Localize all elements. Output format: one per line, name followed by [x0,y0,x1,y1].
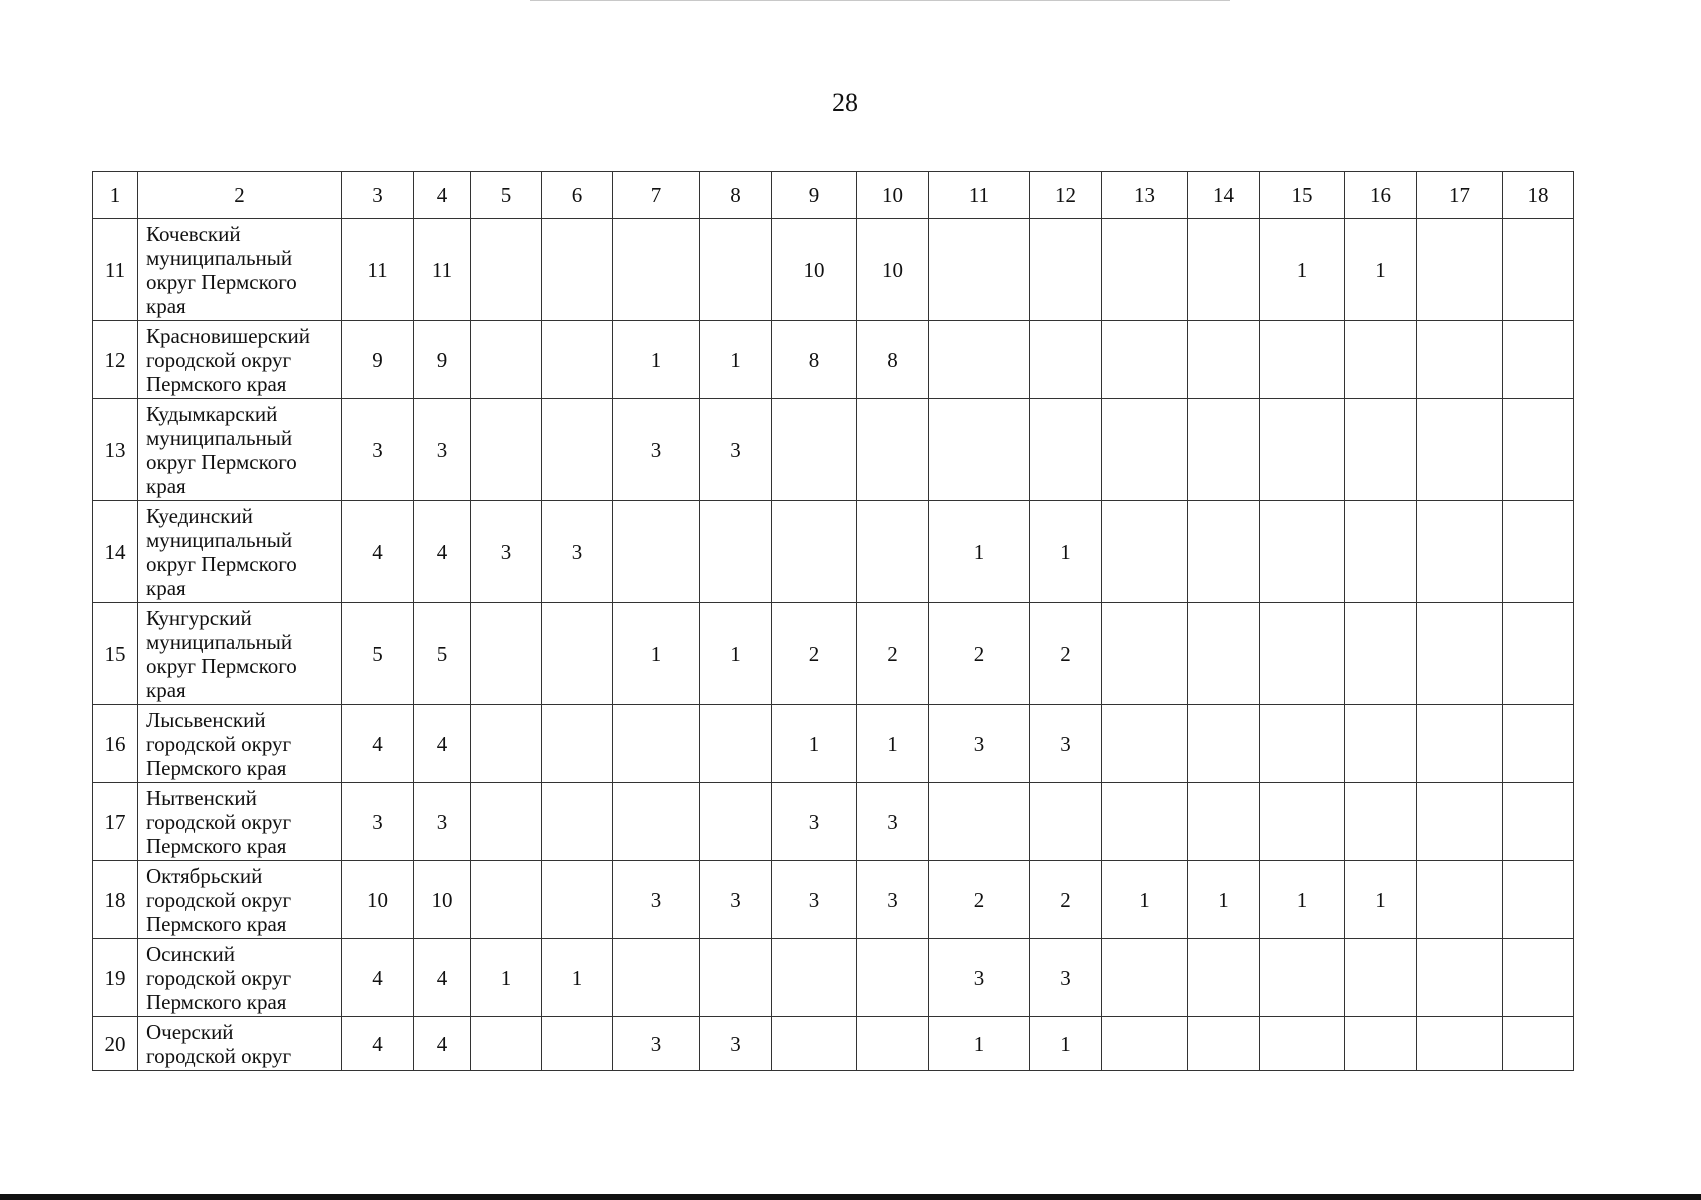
value-cell [1260,501,1345,603]
value-cell [1260,399,1345,501]
value-cell: 3 [414,399,471,501]
value-cell [1417,399,1503,501]
table-row [93,861,1574,939]
value-cell [1188,501,1260,603]
value-cell [613,705,700,783]
value-cell [1345,783,1417,861]
value-cell: 3 [929,939,1030,1017]
value-cell [471,783,542,861]
value-cell [542,219,613,321]
value-cell: 8 [857,321,929,399]
value-cell: 1 [700,321,772,399]
value-cell: 10 [857,219,929,321]
value-cell: 3 [772,783,857,861]
value-cell: 4 [414,705,471,783]
value-cell [542,603,613,705]
value-cell [1260,1017,1345,1071]
value-cell [1345,399,1417,501]
value-cell [1260,783,1345,861]
table-row [93,783,1574,861]
value-cell: 4 [414,939,471,1017]
column-header: 15 [1260,172,1345,219]
municipality-name-cell [138,399,342,501]
value-cell [1417,861,1503,939]
value-cell: 3 [857,861,929,939]
column-header: 1 [93,172,138,219]
column-header: 5 [471,172,542,219]
value-cell [1503,219,1574,321]
municipality-name-line: Красновишерский [146,323,311,348]
value-cell: 1 [1030,501,1102,603]
value-cell: 1 [929,501,1030,603]
column-header: 7 [613,172,700,219]
data-table [92,171,1574,1071]
value-cell [1417,939,1503,1017]
column-header: 12 [1030,172,1102,219]
value-cell: 1 [772,705,857,783]
value-cell [1503,321,1574,399]
row-number-cell: 17 [93,783,138,861]
value-cell: 8 [772,321,857,399]
value-cell: 3 [772,861,857,939]
value-cell [1030,783,1102,861]
value-cell [1188,219,1260,321]
row-number-cell: 20 [93,1017,138,1071]
value-cell [1503,705,1574,783]
table-row [93,705,1574,783]
value-cell: 4 [342,501,414,603]
value-cell [1503,1017,1574,1071]
value-cell [1102,321,1188,399]
municipality-name-cell [138,861,342,939]
value-cell: 3 [613,1017,700,1071]
municipality-name-line: муниципальный [146,629,293,654]
table-row [93,219,1574,321]
municipality-name-line: Кунгурский [146,605,252,630]
municipality-name-line: Пермского края [146,755,287,780]
column-header: 9 [772,172,857,219]
header-row [93,172,1574,219]
value-cell: 3 [414,783,471,861]
column-header: 11 [929,172,1030,219]
value-cell: 2 [772,603,857,705]
municipality-name-line: городской округ [146,965,292,990]
column-header: 2 [138,172,342,219]
row-number-cell: 14 [93,501,138,603]
value-cell: 1 [1188,861,1260,939]
value-cell [1260,939,1345,1017]
value-cell [1188,1017,1260,1071]
value-cell: 1 [700,603,772,705]
value-cell: 1 [1260,861,1345,939]
value-cell: 1 [471,939,542,1017]
municipality-name-line: Пермского края [146,989,287,1014]
column-header: 3 [342,172,414,219]
value-cell [613,939,700,1017]
value-cell: 1 [929,1017,1030,1071]
value-cell: 3 [700,1017,772,1071]
municipality-name-line: Кудымкарский [146,401,278,426]
municipality-name-line: городской округ [146,1043,292,1068]
table-row [93,501,1574,603]
value-cell: 11 [414,219,471,321]
value-cell [1102,219,1188,321]
value-cell: 2 [929,861,1030,939]
value-cell [613,501,700,603]
value-cell [542,399,613,501]
row-number-cell: 12 [93,321,138,399]
value-cell: 4 [342,705,414,783]
municipality-name-line: Пермского края [146,833,287,858]
value-cell [1417,603,1503,705]
value-cell: 10 [772,219,857,321]
value-cell [542,1017,613,1071]
table-row [93,939,1574,1017]
value-cell: 3 [1030,939,1102,1017]
column-header: 6 [542,172,613,219]
value-cell [929,219,1030,321]
value-cell [613,219,700,321]
municipality-name-line: Осинский [146,941,235,966]
value-cell [471,399,542,501]
column-header: 8 [700,172,772,219]
value-cell: 1 [1030,1017,1102,1071]
municipality-name-cell [138,939,342,1017]
value-cell [929,783,1030,861]
value-cell [1102,399,1188,501]
value-cell [1188,939,1260,1017]
value-cell: 3 [700,861,772,939]
value-cell [1345,321,1417,399]
value-cell [1102,939,1188,1017]
value-cell [929,321,1030,399]
municipality-name-line: Пермского края [146,371,287,396]
value-cell: 9 [342,321,414,399]
municipality-name-cell [138,783,342,861]
value-cell [471,603,542,705]
value-cell [1260,705,1345,783]
value-cell [542,321,613,399]
municipality-name-line: городской округ [146,347,292,372]
page-number: 28 [832,88,858,117]
municipality-name-cell [138,603,342,705]
municipality-name-line: Нытвенский [146,785,257,810]
value-cell [857,399,929,501]
row-number-cell: 19 [93,939,138,1017]
value-cell: 3 [700,399,772,501]
value-cell [1345,603,1417,705]
row-number-cell: 15 [93,603,138,705]
value-cell: 4 [414,501,471,603]
scan-edge-top [530,0,1230,1]
column-header: 16 [1345,172,1417,219]
value-cell: 10 [414,861,471,939]
municipality-name-line: городской округ [146,809,292,834]
municipality-name-line: округ Пермского [146,551,297,576]
value-cell [542,705,613,783]
row-number-cell: 18 [93,861,138,939]
municipality-name-cell [138,219,342,321]
row-number-cell: 16 [93,705,138,783]
column-header: 14 [1188,172,1260,219]
table-row [93,321,1574,399]
value-cell: 10 [342,861,414,939]
value-cell [542,861,613,939]
value-cell: 2 [857,603,929,705]
value-cell [1260,321,1345,399]
value-cell: 1 [613,603,700,705]
table-row [93,399,1574,501]
column-header: 10 [857,172,929,219]
value-cell [1345,939,1417,1017]
value-cell [1503,501,1574,603]
value-cell: 4 [414,1017,471,1071]
table-row [93,603,1574,705]
value-cell [772,399,857,501]
column-header: 18 [1503,172,1574,219]
value-cell: 3 [857,783,929,861]
value-cell: 1 [1260,219,1345,321]
value-cell [542,783,613,861]
value-cell: 2 [1030,861,1102,939]
scan-edge-bottom [0,1194,1701,1200]
value-cell [1417,705,1503,783]
value-cell [929,399,1030,501]
column-header: 4 [414,172,471,219]
value-cell [1188,783,1260,861]
value-cell [1345,1017,1417,1071]
row-number-cell: 13 [93,399,138,501]
value-cell: 3 [342,399,414,501]
value-cell: 4 [342,1017,414,1071]
value-cell [857,1017,929,1071]
value-cell [1503,861,1574,939]
value-cell [700,219,772,321]
municipality-name-line: Куединский [146,503,253,528]
value-cell [1102,501,1188,603]
value-cell [471,861,542,939]
municipality-name-line: края [146,473,186,498]
value-cell [1030,219,1102,321]
value-cell: 3 [929,705,1030,783]
municipality-name-cell [138,705,342,783]
value-cell: 1 [542,939,613,1017]
municipality-name-line: Кочевский [146,221,241,246]
municipality-name-cell [138,1017,342,1071]
value-cell [1102,603,1188,705]
value-cell: 5 [342,603,414,705]
value-cell [613,783,700,861]
value-cell [1503,939,1574,1017]
column-header: 17 [1417,172,1503,219]
column-header: 13 [1102,172,1188,219]
value-cell: 1 [1102,861,1188,939]
value-cell [700,783,772,861]
value-cell: 3 [613,399,700,501]
value-cell [471,705,542,783]
table-row [93,1017,1574,1071]
municipality-name-line: края [146,293,186,318]
value-cell [700,501,772,603]
value-cell [471,321,542,399]
value-cell [1503,399,1574,501]
value-cell: 2 [1030,603,1102,705]
value-cell [1030,321,1102,399]
value-cell: 1 [1345,219,1417,321]
municipality-name-line: Лысьвенский [146,707,266,732]
municipality-name-line: округ Пермского [146,653,297,678]
municipality-name-cell [138,501,342,603]
municipality-name-line: округ Пермского [146,449,297,474]
municipality-name-line: Октябрьский [146,863,263,888]
value-cell: 3 [342,783,414,861]
value-cell [1102,1017,1188,1071]
value-cell [471,1017,542,1071]
value-cell [471,219,542,321]
value-cell: 3 [471,501,542,603]
value-cell: 1 [857,705,929,783]
municipality-name-line: края [146,677,186,702]
value-cell [700,705,772,783]
municipality-name-line: края [146,575,186,600]
municipality-name-cell [138,321,342,399]
municipality-name-line: муниципальный [146,245,293,270]
value-cell [1503,783,1574,861]
row-number-cell: 11 [93,219,138,321]
value-cell [1417,1017,1503,1071]
municipality-name-line: городской округ [146,887,292,912]
value-cell: 5 [414,603,471,705]
municipality-name-line: муниципальный [146,425,293,450]
value-cell: 3 [542,501,613,603]
value-cell [1260,603,1345,705]
value-cell [1417,783,1503,861]
value-cell: 9 [414,321,471,399]
value-cell: 1 [613,321,700,399]
value-cell: 3 [613,861,700,939]
value-cell [772,1017,857,1071]
municipality-name-line: округ Пермского [146,269,297,294]
value-cell [1188,705,1260,783]
value-cell: 3 [1030,705,1102,783]
value-cell [1102,705,1188,783]
value-cell [772,501,857,603]
table-body [93,172,1574,1071]
value-cell: 4 [342,939,414,1017]
value-cell [1345,501,1417,603]
value-cell [1188,603,1260,705]
value-cell [1503,603,1574,705]
value-cell [1417,501,1503,603]
value-cell [700,939,772,1017]
municipality-name-line: муниципальный [146,527,293,552]
value-cell: 11 [342,219,414,321]
value-cell [857,939,929,1017]
value-cell [1030,399,1102,501]
value-cell [857,501,929,603]
value-cell: 1 [1345,861,1417,939]
value-cell [1417,321,1503,399]
value-cell [1102,783,1188,861]
value-cell [1345,705,1417,783]
value-cell [1188,399,1260,501]
value-cell [772,939,857,1017]
value-cell [1188,321,1260,399]
municipality-name-line: Очерский [146,1019,234,1044]
municipality-name-line: Пермского края [146,911,287,936]
municipality-name-line: городской округ [146,731,292,756]
value-cell: 2 [929,603,1030,705]
value-cell [1417,219,1503,321]
